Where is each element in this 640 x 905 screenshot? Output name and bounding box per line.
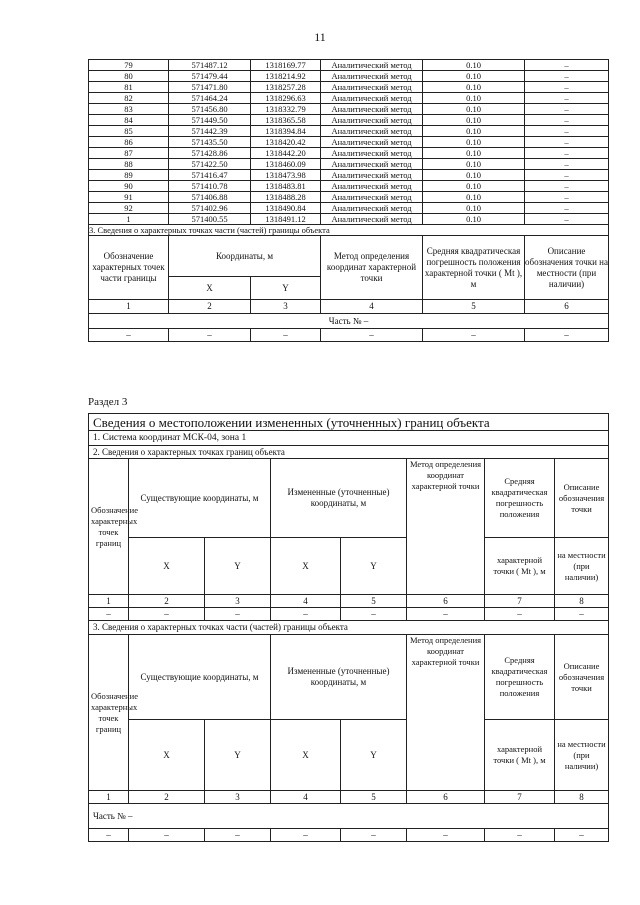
column-number-row	[89, 300, 609, 314]
col-number: 4	[321, 300, 423, 314]
col-number: 7	[485, 791, 555, 804]
table-cell: 0.10	[423, 181, 525, 192]
table-cell: 0.10	[423, 82, 525, 93]
table-cell: Аналитический метод	[321, 192, 423, 203]
dash-cell: –	[251, 329, 321, 342]
table-cell: –	[525, 214, 609, 225]
table-cell: –	[525, 126, 609, 137]
table-cell: 88	[89, 159, 169, 170]
col-number: 1	[89, 300, 169, 314]
col-number: 2	[129, 791, 205, 804]
header-accuracy-bottom: характерной точки ( Мt ), м	[485, 720, 555, 791]
col-number: 5	[341, 595, 407, 608]
table-cell: Аналитический метод	[321, 60, 423, 71]
table-cell: 91	[89, 192, 169, 203]
dash-cell: –	[129, 829, 205, 842]
table-cell: –	[525, 137, 609, 148]
dash-cell: –	[321, 329, 423, 342]
header-method: Метод определения координат характерной точки	[321, 236, 423, 300]
header-description-top: Описание обозначения точки	[555, 459, 609, 538]
table-row	[89, 104, 609, 115]
table-row	[89, 203, 609, 214]
table-cell: 571442.39	[169, 126, 251, 137]
table-cell: –	[525, 71, 609, 82]
table-cell: 0.10	[423, 104, 525, 115]
part-label: Часть № –	[89, 804, 609, 829]
table-cell: 571410.78	[169, 181, 251, 192]
table-cell: 1318442.20	[251, 148, 321, 159]
dash-row	[89, 329, 609, 342]
dash-cell: –	[407, 608, 485, 621]
dash-cell: –	[205, 829, 271, 842]
header-x-existing: X	[129, 538, 205, 595]
table-cell: 89	[89, 170, 169, 181]
header-existing: Существующие координаты, м	[129, 635, 271, 720]
table-cell: 1318460.09	[251, 159, 321, 170]
table-cell: 1318490.84	[251, 203, 321, 214]
table-cell: 1318365.58	[251, 115, 321, 126]
table-cell: –	[525, 148, 609, 159]
header-x-changed: X	[271, 720, 341, 791]
col-number: 1	[89, 791, 129, 804]
header-coords: Координаты, м	[169, 236, 321, 277]
table-cell: 1318296.63	[251, 93, 321, 104]
header-x-existing: X	[129, 720, 205, 791]
table-row	[89, 181, 609, 192]
header-designation: Обозначение характерных точек границ	[89, 459, 129, 595]
header-designation: Обозначение характерных точек границ	[89, 635, 129, 791]
col-number: 1	[89, 595, 129, 608]
table-cell: 571464.24	[169, 93, 251, 104]
table-cell: 83	[89, 104, 169, 115]
table-cell: 571422.50	[169, 159, 251, 170]
table-cell: Аналитический метод	[321, 159, 423, 170]
section3-parts-title: 3. Сведения о характерных точках части (частей) границы объекта	[89, 621, 609, 635]
dash-row	[89, 608, 609, 621]
table-cell: 0.10	[423, 214, 525, 225]
col-number: 8	[555, 595, 609, 608]
table-cell: –	[525, 60, 609, 71]
table-cell: 571402.96	[169, 203, 251, 214]
table-cell: 1318473.98	[251, 170, 321, 181]
header-x: X	[169, 277, 251, 300]
header-y-existing: Y	[205, 720, 271, 791]
table-cell: 1318394.84	[251, 126, 321, 137]
table-cell: 80	[89, 71, 169, 82]
table-row	[89, 159, 609, 170]
header-designation: Обозначение характерных точек части границы	[89, 236, 169, 300]
header-existing: Существующие координаты, м	[129, 459, 271, 538]
table-cell: Аналитический метод	[321, 148, 423, 159]
header-y-changed: Y	[341, 720, 407, 791]
section-label: Раздел 3	[88, 396, 128, 408]
table-cell: 571487.12	[169, 60, 251, 71]
col-number: 8	[555, 791, 609, 804]
table-row	[89, 170, 609, 181]
table-cell: 0.10	[423, 192, 525, 203]
table-cell: 571416.47	[169, 170, 251, 181]
table-cell: 0.10	[423, 126, 525, 137]
table-cell: 1318488.28	[251, 192, 321, 203]
table-cell: 0.10	[423, 137, 525, 148]
table-row	[89, 93, 609, 104]
col-number: 5	[341, 791, 407, 804]
coordinates-rows	[89, 60, 609, 225]
col-number: 7	[485, 595, 555, 608]
table-cell: 571479.44	[169, 71, 251, 82]
column-number-row	[89, 791, 609, 804]
table-cell: 79	[89, 60, 169, 71]
col-number: 2	[129, 595, 205, 608]
header-y-existing: Y	[205, 538, 271, 595]
table-cell: 85	[89, 126, 169, 137]
header-y-changed: Y	[341, 538, 407, 595]
table-row	[89, 192, 609, 203]
table-cell: –	[525, 203, 609, 214]
header-y: Y	[251, 277, 321, 300]
table-cell: 90	[89, 181, 169, 192]
table-row	[89, 82, 609, 93]
dash-cell: –	[525, 329, 609, 342]
coordinates-table	[88, 59, 609, 342]
table-cell: 571449.50	[169, 115, 251, 126]
table-cell: 87	[89, 148, 169, 159]
table-cell: –	[525, 115, 609, 126]
table-cell: –	[525, 192, 609, 203]
table-cell: 0.10	[423, 148, 525, 159]
table-cell: 84	[89, 115, 169, 126]
header-description: Описание обозначения точки на местности (при наличии)	[525, 236, 609, 300]
header-accuracy: Средняя квадратическая погрешность положения характерной точки ( Мt ), м	[423, 236, 525, 300]
dash-cell: –	[407, 829, 485, 842]
table-cell: 81	[89, 82, 169, 93]
section2-title: Сведения о местоположении измененных (уточненных) границ объекта	[89, 414, 609, 431]
table-row	[89, 115, 609, 126]
table-cell: –	[525, 170, 609, 181]
table-cell: 0.10	[423, 203, 525, 214]
dash-cell: –	[423, 329, 525, 342]
table-cell: –	[525, 181, 609, 192]
table-cell: 571456.80	[169, 104, 251, 115]
table-cell: 1318483.81	[251, 181, 321, 192]
table-cell: 1318491.12	[251, 214, 321, 225]
table-row	[89, 60, 609, 71]
table-cell: 571471.80	[169, 82, 251, 93]
table-cell: Аналитический метод	[321, 71, 423, 82]
header-x-changed: X	[271, 538, 341, 595]
table-cell: 1318420.42	[251, 137, 321, 148]
table-row	[89, 214, 609, 225]
dash-cell: –	[205, 608, 271, 621]
part-label: Часть № –	[89, 314, 609, 329]
coord-system: 1. Система координат МСК-04, зона 1	[89, 431, 609, 446]
header-changed: Измененные (уточненные) координаты, м	[271, 459, 407, 538]
col-number: 4	[271, 595, 341, 608]
changed-boundaries-table	[88, 413, 609, 842]
dash-cell: –	[555, 608, 609, 621]
table-cell: 1318169.77	[251, 60, 321, 71]
table-cell: Аналитический метод	[321, 93, 423, 104]
dash-cell: –	[555, 829, 609, 842]
table-cell: Аналитический метод	[321, 137, 423, 148]
table-cell: –	[525, 82, 609, 93]
col-number: 3	[205, 595, 271, 608]
header-description-bottom: на местности (при наличии)	[555, 538, 609, 595]
dash-cell: –	[169, 329, 251, 342]
table-cell: –	[525, 93, 609, 104]
col-number: 3	[205, 791, 271, 804]
table-cell: 0.10	[423, 60, 525, 71]
header-method: Метод определения координат характерной точки	[407, 635, 485, 791]
col-number: 5	[423, 300, 525, 314]
header-changed: Измененные (уточненные) координаты, м	[271, 635, 407, 720]
dash-cell: –	[341, 829, 407, 842]
header-accuracy-top: Средняя квадратическая погрешность положения	[485, 635, 555, 720]
dash-row	[89, 829, 609, 842]
dash-cell: –	[89, 829, 129, 842]
table-cell: Аналитический метод	[321, 203, 423, 214]
col-number: 6	[407, 595, 485, 608]
table-cell: 0.10	[423, 71, 525, 82]
header-method: Метод определения координат характерной точки	[407, 459, 485, 595]
table-cell: 571406.88	[169, 192, 251, 203]
dash-cell: –	[89, 329, 169, 342]
table-cell: Аналитический метод	[321, 104, 423, 115]
header-description-bottom: на местности (при наличии)	[555, 720, 609, 791]
table-cell: 1318214.92	[251, 71, 321, 82]
page-number: 11	[314, 30, 326, 44]
table-cell: 571400.55	[169, 214, 251, 225]
table-row	[89, 71, 609, 82]
table-cell: –	[525, 159, 609, 170]
table-cell: 82	[89, 93, 169, 104]
table-cell: 86	[89, 137, 169, 148]
dash-cell: –	[341, 608, 407, 621]
section3-title: 3. Сведения о характерных точках части (частей) границы объекта	[89, 225, 609, 236]
dash-cell: –	[485, 608, 555, 621]
col-number: 4	[271, 791, 341, 804]
table-cell: 1318332.79	[251, 104, 321, 115]
table-cell: Аналитический метод	[321, 214, 423, 225]
points-title: 2. Сведения о характерных точках границ объекта	[89, 446, 609, 459]
dash-cell: –	[271, 829, 341, 842]
dash-cell: –	[271, 608, 341, 621]
dash-cell: –	[485, 829, 555, 842]
table-cell: 92	[89, 203, 169, 214]
table-cell: Аналитический метод	[321, 82, 423, 93]
col-number: 3	[251, 300, 321, 314]
table-cell: Аналитический метод	[321, 181, 423, 192]
table-cell: 0.10	[423, 93, 525, 104]
table-cell: Аналитический метод	[321, 115, 423, 126]
table-cell: 0.10	[423, 159, 525, 170]
col-number: 2	[169, 300, 251, 314]
col-number: 6	[525, 300, 609, 314]
dash-cell: –	[129, 608, 205, 621]
dash-cell: –	[89, 608, 129, 621]
table-cell: –	[525, 104, 609, 115]
table-cell: 0.10	[423, 170, 525, 181]
table-cell: Аналитический метод	[321, 126, 423, 137]
table-cell: 571428.86	[169, 148, 251, 159]
table-row	[89, 126, 609, 137]
header-accuracy-top: Средняя квадратическая погрешность положения	[485, 459, 555, 538]
table-cell: 0.10	[423, 115, 525, 126]
table-cell: 1318257.28	[251, 82, 321, 93]
col-number: 6	[407, 791, 485, 804]
header-accuracy-bottom: характерной точки ( Мt ), м	[485, 538, 555, 595]
table-cell: 571435.50	[169, 137, 251, 148]
table-row	[89, 148, 609, 159]
table-cell: Аналитический метод	[321, 170, 423, 181]
table-cell: 1	[89, 214, 169, 225]
column-number-row	[89, 595, 609, 608]
table-row	[89, 137, 609, 148]
header-description-top: Описание обозначения точки	[555, 635, 609, 720]
